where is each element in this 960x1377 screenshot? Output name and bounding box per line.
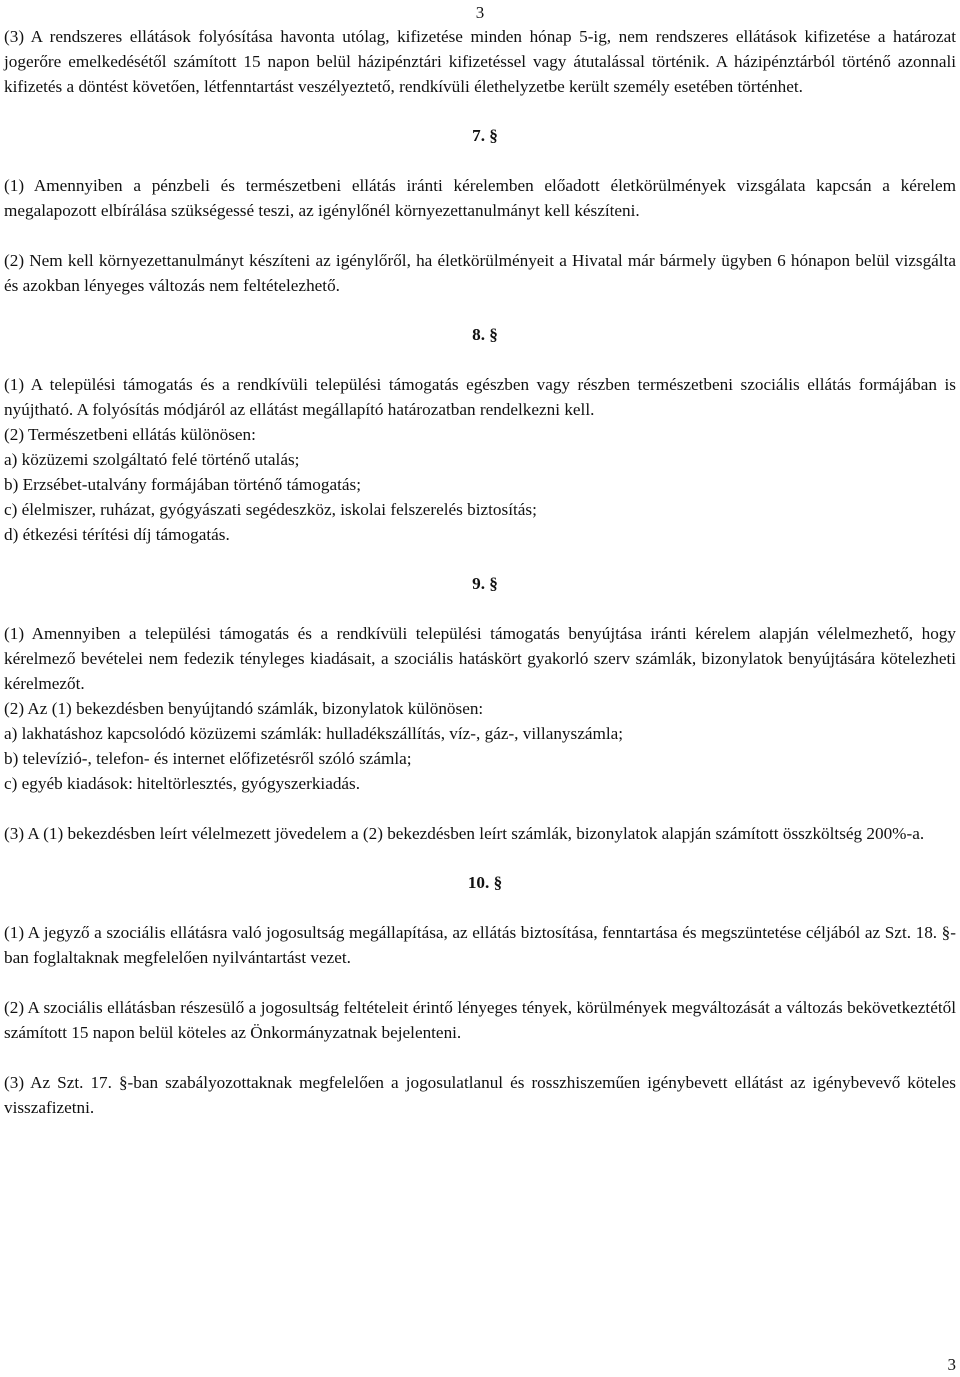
paragraph-9-2-intro: (2) Az (1) bekezdésben benyújtandó számlák, bizonylatok különösen: [4, 699, 484, 718]
paragraph-8-2-intro: (2) Természetbeni ellátás különösen: [4, 425, 256, 444]
page-number-bottom: 3 [947, 1355, 956, 1374]
document-body [4, 24, 956, 1120]
paragraph-9-3: (3) A (1) bekezdésben leírt vélelmezett jövedelem a (2) bekezdésben leírt számlák, bizonylatok alapján számított összköltség 200%-a. [4, 824, 925, 843]
section-heading-9: 9. § [472, 574, 498, 593]
section-heading-8: 8. § [472, 325, 498, 344]
paragraph-6-3: (3) A rendszeres ellátások folyósítása havonta utólag, kifizetése minden hónap 5-ig, nem rendszeres ellátások kifizetése a határozat jogerőre emelkedésétől számított 15 napon belül házipénztári kifizetéssel vagy átutalással történik. A házipénztárból történő azonnali kifizetés a döntést követően, létfenntartást veszélyeztető, rendkívüli élethelyzetbe került személy esetében történhet. [4, 27, 956, 96]
list-item: d) étkezési térítési díj támogatás. [4, 525, 230, 544]
paragraph-8-2 [4, 422, 956, 547]
list-item: c) egyéb kiadások: hiteltörlesztés, gyógyszerkiadás. [4, 774, 361, 793]
list-item: a) lakhatáshoz kapcsolódó közüzemi számlák: hulladékszállítás, víz-, gáz-, villanyszámla; [4, 724, 624, 743]
paragraph-9-1: (1) Amennyiben a települési támogatás és a rendkívüli települési támogatás benyújtása iránti kérelem alapján vélelmezhető, hogy kérelmező bevételei nem fedezik tényleges kiadásait, a szociális hatáskört gyakorló szerv számlák, bizonylatok benyújtására kötelezheti kérelmezőt. [4, 624, 956, 693]
paragraph-8-1: (1) A települési támogatás és a rendkívüli települési támogatás egészben vagy részben természetbeni szociális ellátás formájában is nyújtható. A folyósítás módjáról az ellátást megállapító határozatban rendelkezni kell. [4, 375, 956, 419]
paragraph-9-2 [4, 696, 956, 796]
page-number-top: 3 [475, 3, 485, 22]
section-heading-10: 10. § [467, 873, 503, 892]
paragraph-10-2: (2) A szociális ellátásban részesülő a jogosultság feltételeit érintő lényeges tények, körülmények megváltozását a változás bekövetkeztétől számított 15 napon belül köteles az Önkormányzatnak bejelenteni. [4, 998, 956, 1042]
list-item: c) élelmiszer, ruházat, gyógyászati segédeszköz, iskolai felszerelés biztosítás; [4, 500, 537, 519]
paragraph-7-2: (2) Nem kell környezettanulmányt készíteni az igénylőről, ha életkörülményeit a Hivatal már bármely ügyben 6 hónapon belül vizsgálta és azokban lényeges változás nem feltételezhető. [4, 251, 956, 295]
paragraph-10-1: (1) A jegyző a szociális ellátásra való jogosultság megállapítása, az ellátás biztosítása, fenntartása és megszüntetése céljából az Szt. 18. §-ban foglaltaknak megfelelően nyilvántartást vezet. [4, 923, 956, 967]
list-item: a) közüzemi szolgáltató felé történő utalás; [4, 450, 300, 469]
paragraph-10-3: (3) Az Szt. 17. §-ban szabályozottaknak megfelelően a jogosulatlanul és rosszhiszeműen igénybevett ellátást az igénybevevő köteles visszafizetni. [4, 1073, 956, 1117]
paragraph-7-1: (1) Amennyiben a pénzbeli és természetbeni ellátás iránti kérelemben előadott életkörülmények vizsgálata kapcsán a kérelem megalapozott elbírálása szükségessé teszi, az igénylőnél környezettanulmányt kell készíteni. [4, 176, 956, 220]
list-item: b) televízió-, telefon- és internet előfizetésről szóló számla; [4, 749, 412, 768]
list-item: b) Erzsébet-utalvány formájában történő támogatás; [4, 475, 361, 494]
section-heading-7: 7. § [472, 126, 498, 145]
